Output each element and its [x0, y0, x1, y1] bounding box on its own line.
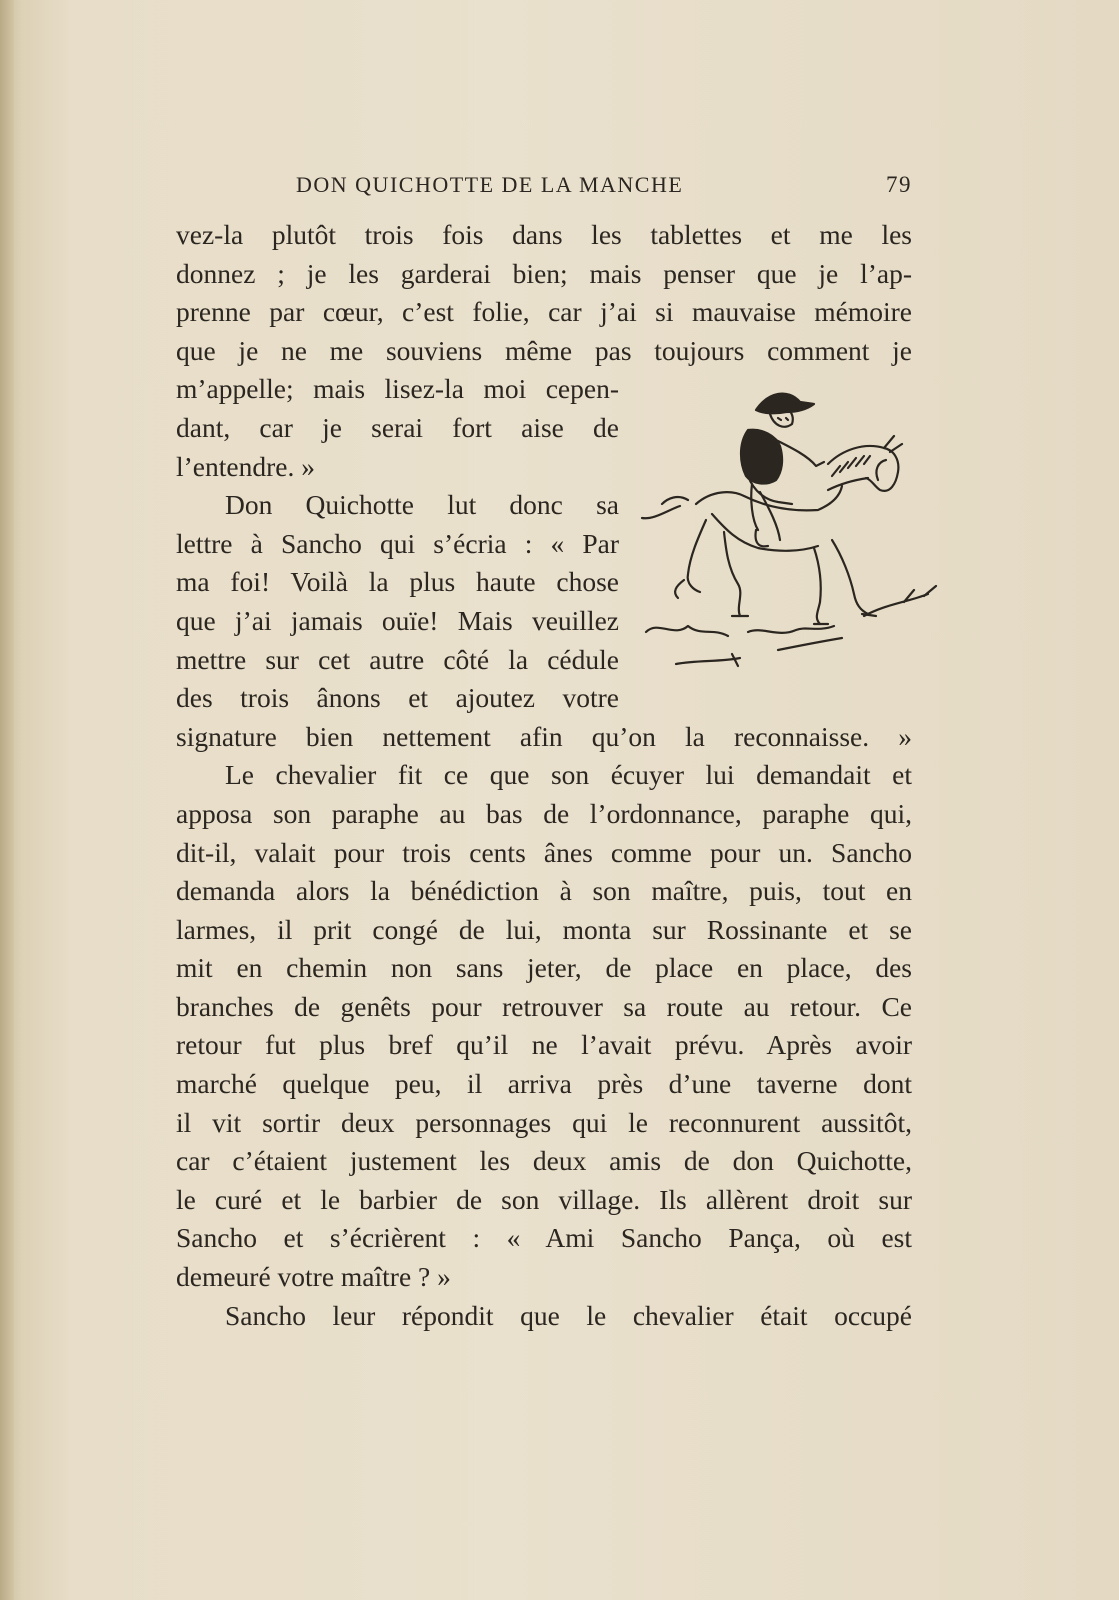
text-line: demeuré votre maître ? » [176, 1261, 451, 1293]
text-line: Sancho et s’écrièrent : « Ami Sancho Pança, où est [176, 1222, 912, 1254]
text-line: demanda alors la bénédiction à son maître, puis, tout en [176, 875, 912, 907]
text-line: l’entendre. » [176, 450, 315, 482]
text-line: car c’étaient justement les deux amis de don Quichotte, [176, 1145, 912, 1177]
rider-on-horse-illustration [628, 380, 958, 690]
text-line: Le chevalier fit ce que son écuyer lui demandait et [225, 759, 912, 791]
text-line: signature bien nettement afin qu’on la reconnaisse. » [176, 720, 912, 752]
text-line: larmes, il prit congé de lui, monta sur Rossinante et se [176, 913, 912, 945]
text-line: retour fut plus bref qu’il ne l’avait prévu. Après avoir [176, 1029, 912, 1061]
text-line: donnez ; je les garderai bien; mais penser que je l’ap- [176, 257, 912, 289]
text-line: dit-il, valait pour trois cents ânes comme pour un. Sancho [176, 836, 912, 868]
text-line: branches de genêts pour retrouver sa route au retour. Ce [176, 990, 912, 1022]
text-line: il vit sortir deux personnages qui le reconnurent aussitôt, [176, 1106, 912, 1138]
text-line: prenne par cœur, c’est folie, car j’ai si mauvaise mémoire [176, 296, 912, 328]
text-line: Sancho leur répondit que le chevalier était occupé [225, 1299, 912, 1331]
page-binding-edge [0, 0, 14, 1600]
text-line: le curé et le barbier de son village. Ils allèrent droit sur [176, 1183, 912, 1215]
text-line: mettre sur cet autre côté la cédule [176, 643, 619, 675]
text-line: ma foi! Voilà la plus haute chose [176, 566, 619, 598]
page-number: 79 [886, 172, 912, 197]
text-line: lettre à Sancho qui s’écria : « Par [176, 527, 619, 559]
text-line: vez-la plutôt trois fois dans les tablettes et me les [176, 219, 912, 250]
text-line: dant, car je serai fort aise de [176, 411, 619, 443]
text-line: que j’ai jamais ouïe! Mais veuillez [176, 604, 619, 636]
text-line: mit en chemin non sans jeter, de place en place, des [176, 952, 912, 984]
text-line: des trois ânons et ajoutez votre [176, 682, 619, 714]
text-line: m’appelle; mais lisez-la moi cepen- [176, 373, 619, 405]
text-line: que je ne me souviens même pas toujours comment je [176, 334, 912, 366]
text-line: apposa son paraphe au bas de l’ordonnance, paraphe qui, [176, 797, 912, 829]
running-title: DON QUICHOTTE DE LA MANCHE [296, 172, 684, 197]
text-line: marché quelque peu, il arriva près d’une taverne dont [176, 1068, 912, 1100]
text-line: Don Quichotte lut donc sa [225, 489, 619, 521]
running-head [176, 172, 912, 202]
